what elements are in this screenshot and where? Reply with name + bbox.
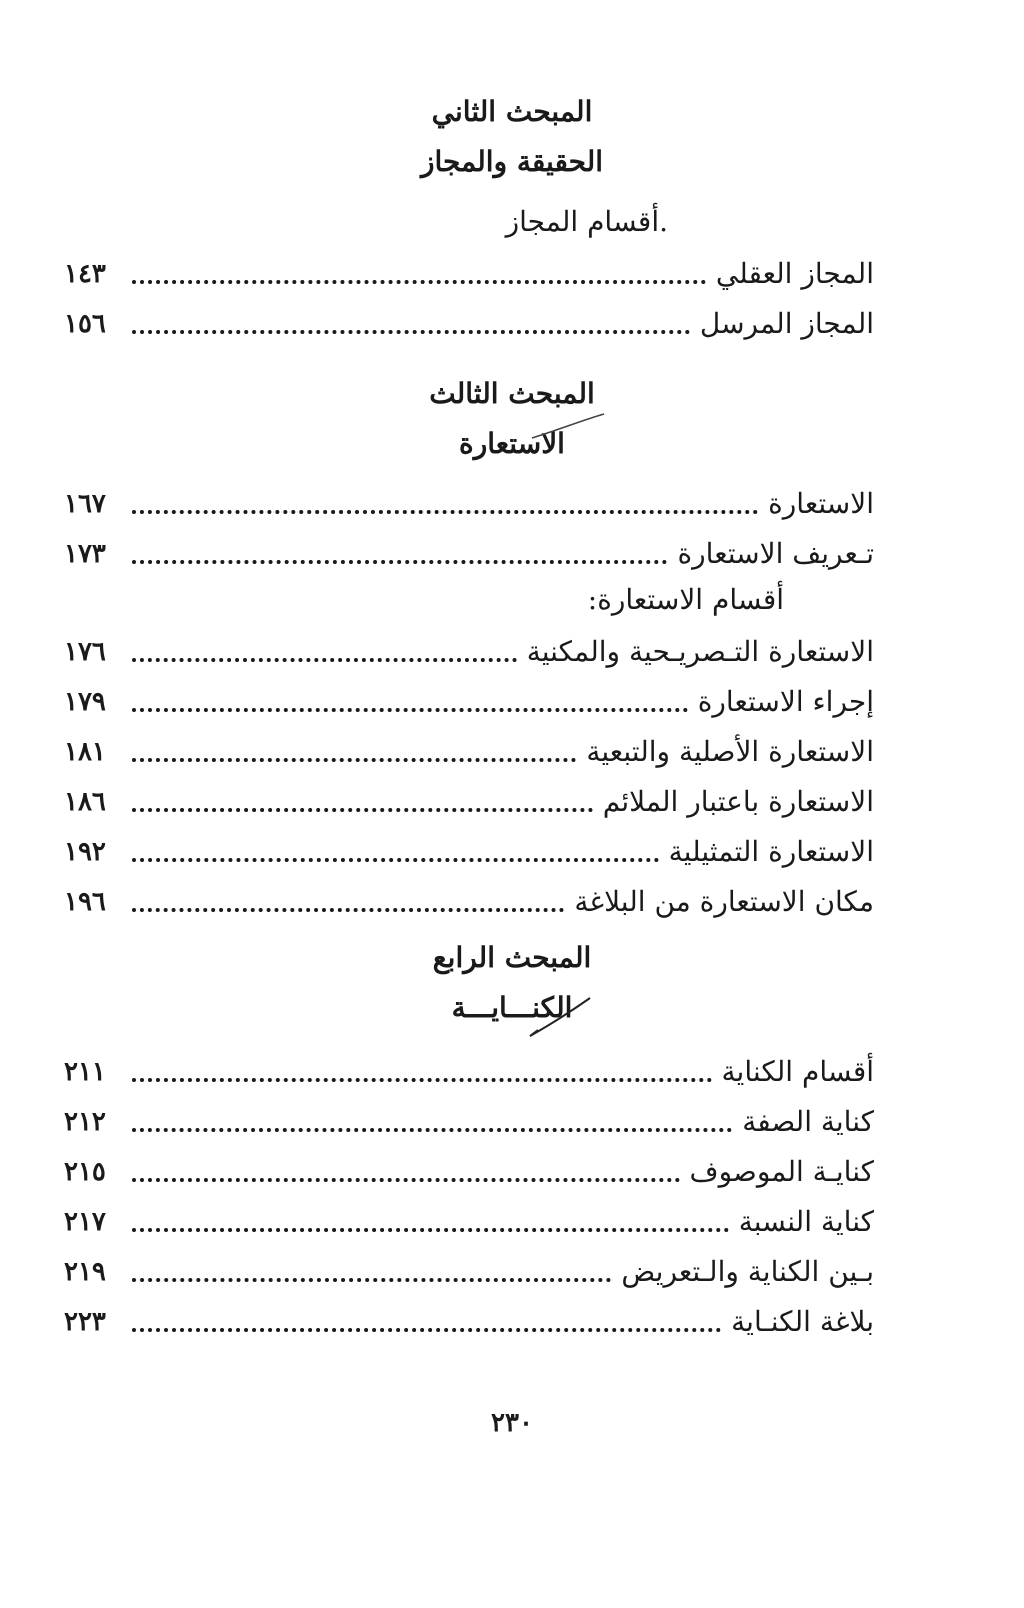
toc-entry bbox=[64, 1248, 874, 1292]
entry-title: بـين الكناية والـتعريض bbox=[621, 1255, 874, 1288]
entry-title: الاستعارة التمثيلية bbox=[668, 835, 874, 868]
leader-dots bbox=[132, 756, 576, 762]
entry-title: كناية النسبة bbox=[738, 1205, 874, 1238]
entry-title: تـعريف الاستعارة bbox=[677, 537, 874, 570]
entry-page: ١٧٣ bbox=[64, 539, 106, 569]
leader-dots bbox=[132, 1176, 680, 1182]
leader-dots bbox=[132, 806, 593, 812]
entry-page: ١٧٩ bbox=[64, 687, 106, 717]
entry-page: ١٨١ bbox=[64, 737, 106, 767]
leader-dots bbox=[132, 558, 667, 564]
entry-title: مكان الاستعارة من البلاغة bbox=[574, 885, 874, 918]
entry-title: الاستعارة التـصريـحية والمكنية bbox=[526, 635, 874, 668]
entry-page: ٢١٩ bbox=[64, 1257, 106, 1287]
toc-entry bbox=[64, 728, 874, 772]
subheading: أقسام الاستعارة: bbox=[587, 583, 784, 616]
section-heading: المبحث الرابع bbox=[432, 941, 592, 974]
section-title: الحقيقة والمجاز bbox=[420, 145, 604, 178]
entry-page: ١٧٦ bbox=[64, 637, 106, 667]
leader-dots bbox=[132, 706, 688, 712]
toc-entry bbox=[64, 300, 874, 344]
toc-entry bbox=[64, 480, 874, 524]
leader-dots bbox=[132, 906, 564, 912]
toc-entry bbox=[64, 530, 874, 574]
entry-title: كنايـة الموصوف bbox=[689, 1155, 874, 1188]
section-title: الاستعارة bbox=[459, 427, 565, 460]
leader-dots bbox=[132, 328, 690, 334]
entry-page: ١٦٧ bbox=[64, 489, 106, 519]
entry-title: المجاز المرسل bbox=[699, 307, 874, 340]
toc-entry bbox=[64, 1148, 874, 1192]
entry-title: الاستعارة باعتبار الملائم bbox=[602, 785, 874, 818]
entry-page: ١٥٦ bbox=[64, 309, 106, 339]
entry-page: ٢١٢ bbox=[64, 1107, 106, 1137]
leader-dots bbox=[132, 656, 517, 662]
pen-tick-mark bbox=[526, 994, 596, 1042]
toc-entry bbox=[64, 678, 874, 722]
entry-page: ١٨٦ bbox=[64, 787, 106, 817]
leader-dots bbox=[132, 1126, 732, 1132]
leader-dots bbox=[132, 1326, 721, 1332]
section-title: الكنـــايـــة bbox=[451, 991, 573, 1024]
entry-title: المجاز العقلي bbox=[715, 257, 874, 290]
section-heading: المبحث الثالث bbox=[429, 377, 595, 410]
entry-page: ١٩٢ bbox=[64, 837, 106, 867]
toc-entry bbox=[64, 1198, 874, 1242]
pen-tick-mark bbox=[528, 412, 608, 442]
section-heading: المبحث الثاني bbox=[431, 95, 593, 128]
entry-page: ٢١٧ bbox=[64, 1207, 106, 1237]
entry-title: أقسام الكناية bbox=[721, 1055, 874, 1088]
toc-entry bbox=[64, 250, 874, 294]
leader-dots bbox=[132, 1276, 611, 1282]
toc-entry bbox=[64, 1048, 874, 1092]
toc-entry bbox=[64, 778, 874, 822]
toc-entry bbox=[64, 1098, 874, 1142]
leader-dots bbox=[132, 1076, 712, 1082]
toc-entry bbox=[64, 878, 874, 922]
entry-page: ٢١١ bbox=[64, 1057, 106, 1087]
leader-dots bbox=[132, 856, 659, 862]
toc-entry bbox=[64, 828, 874, 872]
leader-dots bbox=[132, 278, 706, 284]
subheading: .أقسام المجاز bbox=[505, 205, 668, 238]
leader-dots bbox=[132, 1226, 729, 1232]
page-number: ٢٣٠ bbox=[491, 1408, 533, 1438]
entry-title: الاستعارة الأصلية والتبعية bbox=[586, 735, 874, 768]
entry-page: ٢٢٣ bbox=[64, 1307, 106, 1337]
entry-title: بلاغة الكنـاية bbox=[731, 1305, 874, 1338]
entry-title: الاستعارة bbox=[768, 487, 874, 520]
toc-entry bbox=[64, 628, 874, 672]
leader-dots bbox=[132, 508, 758, 514]
entry-page: ٢١٥ bbox=[64, 1157, 106, 1187]
entry-title: إجراء الاستعارة bbox=[697, 685, 874, 718]
toc-entry bbox=[64, 1298, 874, 1342]
entry-page: ١٤٣ bbox=[64, 259, 106, 289]
entry-title: كناية الصفة bbox=[742, 1105, 874, 1138]
entry-page: ١٩٦ bbox=[64, 887, 106, 917]
